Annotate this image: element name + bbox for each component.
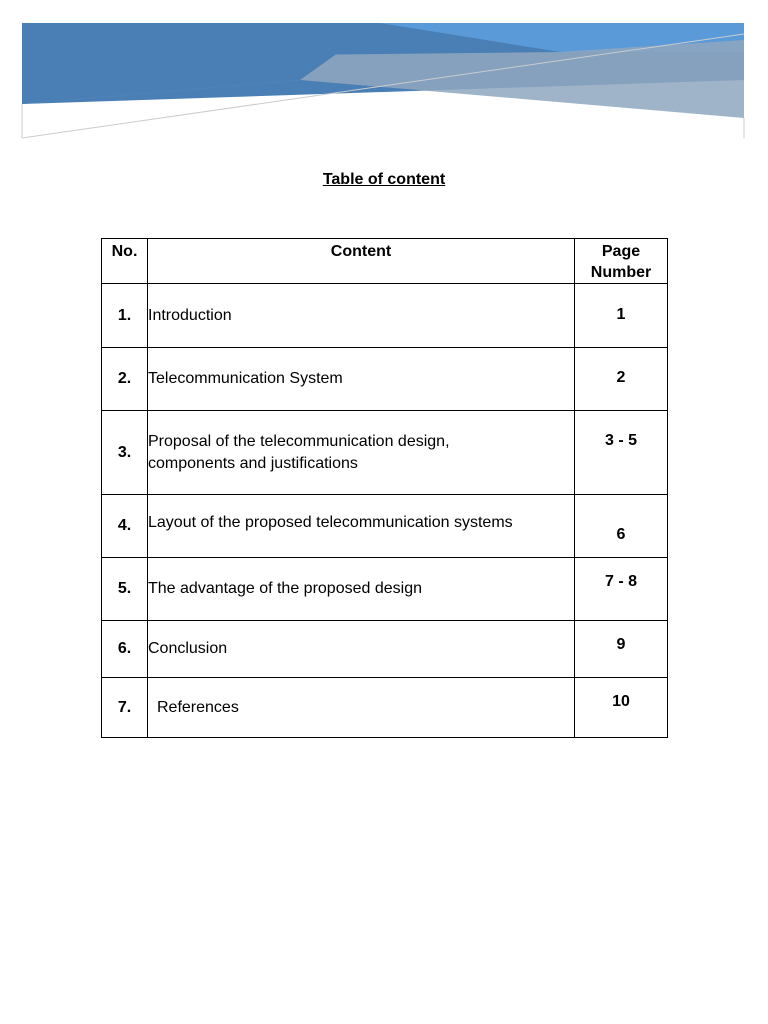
- toc-table: [101, 238, 668, 738]
- row-page: [575, 348, 668, 411]
- row-number: 5.: [102, 558, 148, 621]
- row-content-line: References: [157, 698, 239, 716]
- table-row: [102, 411, 668, 495]
- row-number: 6.: [102, 621, 148, 678]
- row-page: [575, 678, 668, 738]
- row-content: [148, 411, 575, 495]
- row-page: [575, 411, 668, 495]
- row-page-value: 3 - 5: [604, 432, 637, 449]
- row-page: [575, 284, 668, 348]
- header-page-line1: Page: [601, 243, 641, 260]
- row-page: [575, 621, 668, 678]
- row-content: [148, 495, 575, 558]
- table-row: [102, 678, 668, 738]
- row-content: [148, 284, 575, 348]
- row-content-line: The advantage of the proposed design: [148, 580, 422, 597]
- table-row: [102, 495, 668, 558]
- row-number: 3.: [102, 411, 148, 495]
- table-row: [102, 348, 668, 411]
- row-page-value: 9: [616, 636, 626, 653]
- table-row: [102, 621, 668, 678]
- table-row: [102, 558, 668, 621]
- row-number: 7.: [102, 678, 148, 738]
- header-no: No.: [102, 239, 148, 284]
- row-content: [148, 678, 575, 738]
- row-page: [575, 495, 668, 558]
- row-number: 2.: [102, 348, 148, 411]
- row-content-line: Conclusion: [148, 640, 228, 657]
- header-banner: [0, 0, 768, 150]
- row-number: 1.: [102, 284, 148, 348]
- row-page-value: 6: [616, 526, 626, 543]
- table-row: [102, 284, 668, 348]
- row-content: [148, 558, 575, 621]
- row-page: [575, 558, 668, 621]
- row-page-value: 10: [612, 693, 630, 710]
- row-content-line: Introduction: [148, 306, 232, 324]
- header-page-line2: Number: [590, 264, 652, 281]
- header-page-number: [575, 239, 668, 284]
- table-header-row: [102, 239, 668, 284]
- row-content: [148, 348, 575, 411]
- row-page-value: 1: [616, 306, 626, 323]
- row-content: [148, 621, 575, 678]
- row-page-value: 2: [616, 369, 626, 386]
- row-page-value: 7 - 8: [604, 573, 637, 590]
- row-number: 4.: [102, 495, 148, 558]
- row-content-line: components and justifications: [148, 454, 358, 472]
- row-content-line: Telecommunication System: [148, 370, 343, 387]
- page-title: Table of content: [322, 171, 446, 188]
- row-content-line: Layout of the proposed telecommunication systems: [148, 514, 513, 531]
- header-content: Content: [148, 239, 575, 284]
- row-content-line: Proposal of the telecommunication design,: [148, 432, 450, 450]
